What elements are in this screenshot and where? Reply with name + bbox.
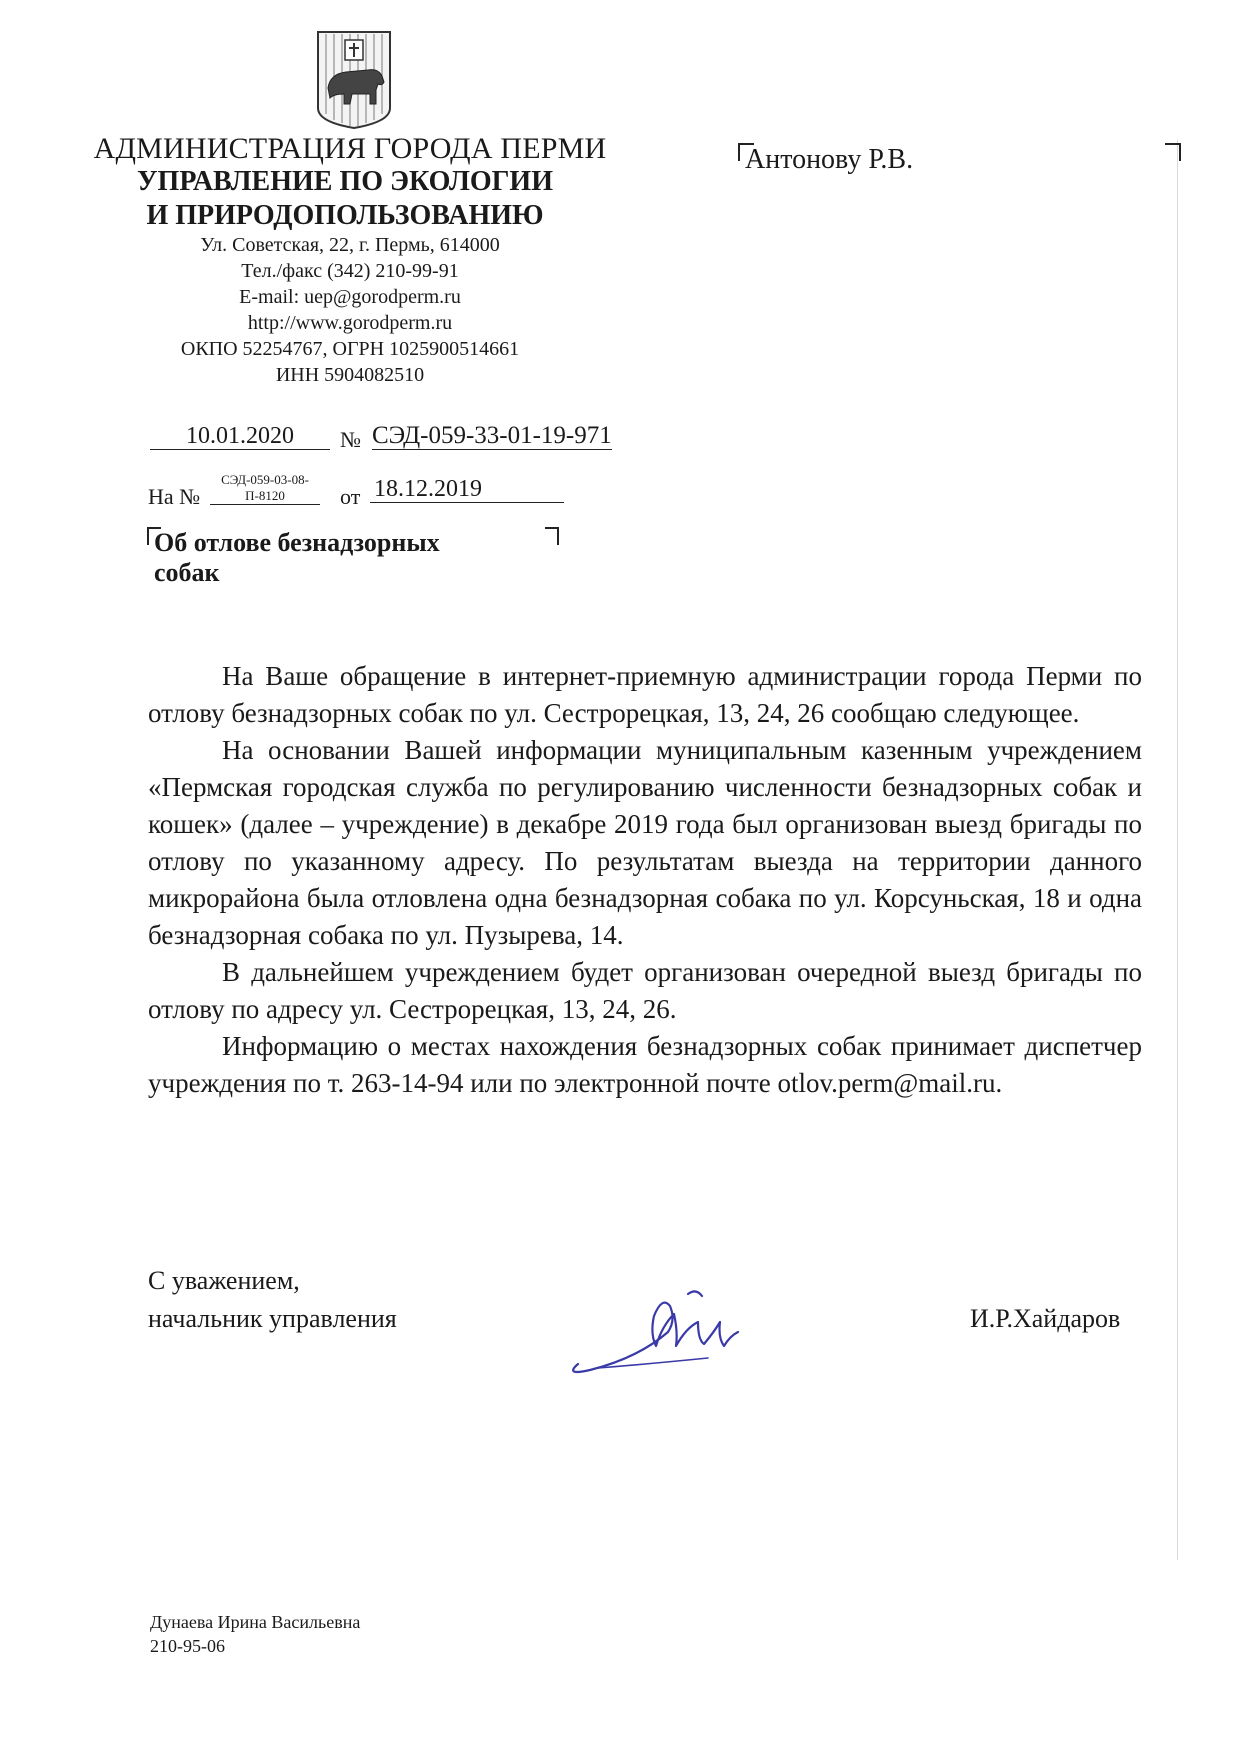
subject-corner-mark-right <box>545 527 559 545</box>
org-inn: ИНН 5904082510 <box>275 364 425 386</box>
letter-subject <box>154 528 514 588</box>
reference-date: 18.12.2019 <box>370 476 564 503</box>
body-paragraph-4: Информацию о местах нахождения безнадзорных собак принимает диспетчер учреждения по т. 263-14-94 или по электронной почте otlov.perm@mail.ru. <box>148 1031 1142 1098</box>
registration-number: СЭД-059-33-01-19-971 <box>372 422 612 449</box>
registration-date: 10.01.2020 <box>150 423 330 450</box>
org-website: http://www.gorodperm.ru <box>247 312 453 334</box>
subject-line2: собак <box>154 558 220 587</box>
org-phone: Тел./факс (342) 210-99-91 <box>241 260 459 282</box>
recipient-name: Антонову Р.В. <box>745 144 914 175</box>
registration-number-sign: № <box>340 427 361 452</box>
signer-name: И.Р.Хайдаров <box>970 1304 1121 1333</box>
org-email: E-mail: uep@gorodperm.ru <box>239 286 461 308</box>
scan-fold-line <box>1177 140 1178 1560</box>
executor-phone: 210-95-06 <box>150 1636 225 1656</box>
reference-number: СЭД-059-03-08-П-8120 <box>210 472 320 505</box>
department-name-line1: УПРАВЛЕНИЕ ПО ЭКОЛОГИИ <box>136 166 553 197</box>
body-paragraph-3: В дальнейшем учреждением будет организован очередной выезд бригады по отлову по адресу ул. Сестрорецкая, 13, 24, 26. <box>148 957 1142 1024</box>
subject-line1: Об отлове безнадзорных <box>154 528 440 557</box>
perm-coat-of-arms-icon <box>312 22 396 130</box>
handwritten-signature <box>558 1272 758 1382</box>
org-address: Ул. Советская, 22, г. Пермь, 614000 <box>200 234 500 256</box>
letter-body <box>148 658 1142 1102</box>
reference-from-label: от <box>340 484 361 509</box>
body-paragraph-1: На Ваше обращение в интернет-приемную администрации города Перми по отлову безнадзорных собак по ул. Сестрорецкая, 13, 24, 26 сообщаю следующее. <box>148 661 1142 728</box>
organization-name: АДМИНИСТРАЦИЯ ГОРОДА ПЕРМИ <box>93 132 607 165</box>
department-name-line2: И ПРИРОДОПОЛЬЗОВАНИЮ <box>146 200 544 231</box>
reference-label: На № <box>148 484 201 509</box>
executor-name: Дунаева Ирина Васильевна <box>150 1612 361 1632</box>
org-okpo-ogrn: ОКПО 52254767, ОГРН 1025900514661 <box>180 338 520 360</box>
signer-position: начальник управления <box>148 1304 397 1333</box>
body-paragraph-2: На основании Вашей информации муниципальным казенным учреждением «Пермская городская служба по регулированию численности безнадзорных собак и кошек» (далее – учреждение) в декабре 2019 года был организован выезд бригады по отлову по указанному адресу. По результатам выезда на территории данного микрорайона была отловлена одна безнадзорная собака по ул. Корсуньская, 18 и одна безнадзорная собака по ул. Пузырева, 14. <box>148 735 1142 950</box>
closing-greeting: С уважением, <box>148 1266 300 1295</box>
recipient-corner-mark-right <box>1165 143 1181 161</box>
